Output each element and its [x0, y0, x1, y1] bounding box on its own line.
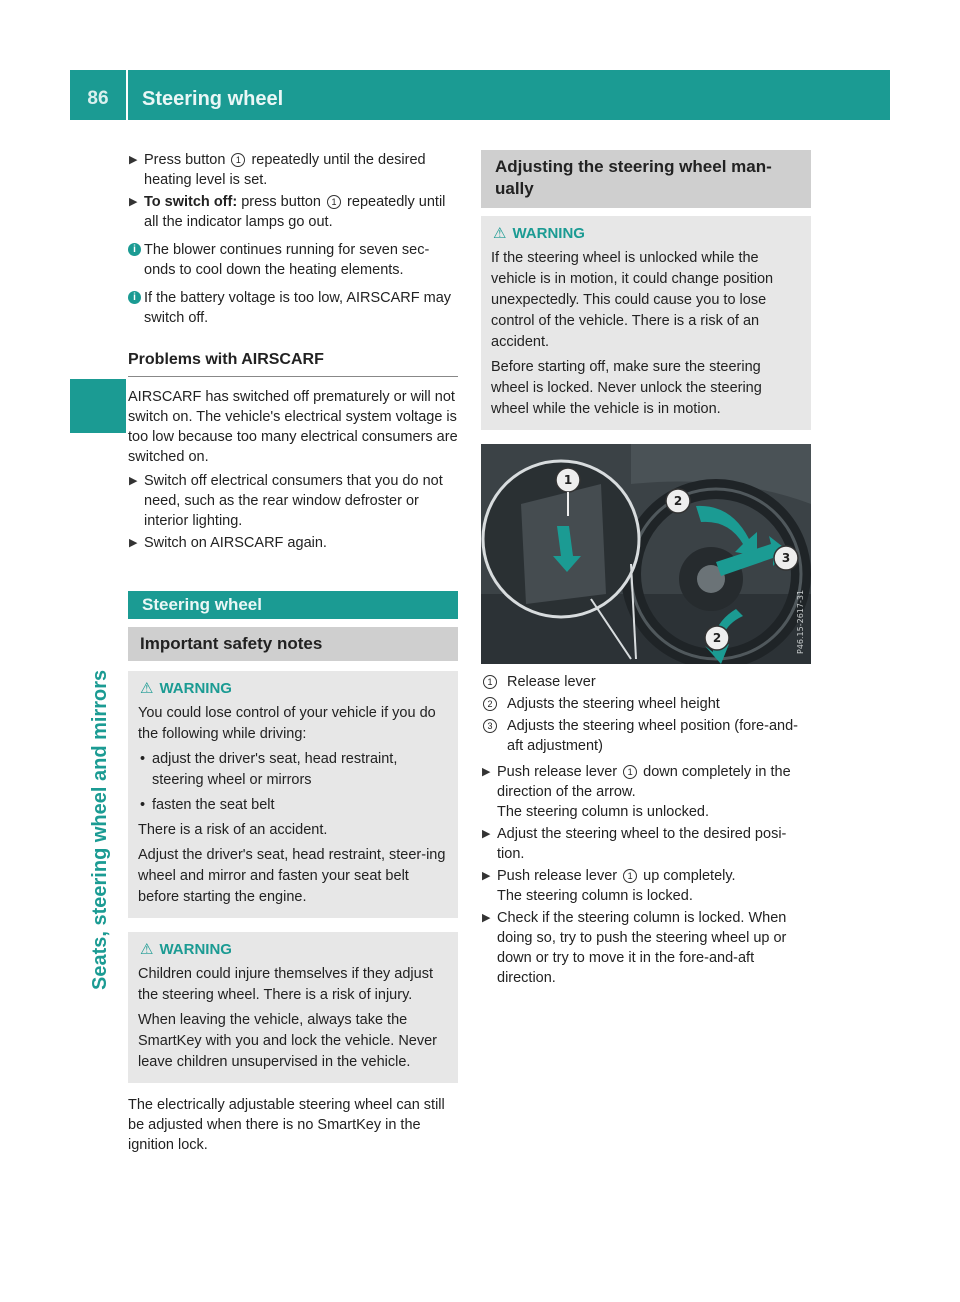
- warning-text: Adjust the driver's seat, head restraint, steer-ing wheel and mirror and fasten your seat belt before starting the engine.: [138, 847, 446, 905]
- photo-callout: 1: [563, 473, 573, 487]
- step-text: repeatedly until all the indicator lamps go out.: [144, 194, 446, 230]
- legend-text: Adjusts the steering wheel position (fore-and-aft adjustment): [507, 718, 798, 754]
- photo-callout: 2: [712, 631, 722, 645]
- left-column: [128, 150, 458, 1155]
- step-text: repeatedly until the desired heating level is set.: [144, 152, 426, 188]
- legend-text: Release lever: [507, 674, 596, 690]
- callout-number-icon: 1: [623, 765, 637, 779]
- section-tab: [70, 379, 126, 433]
- info-icon: i: [128, 291, 141, 304]
- warning-text: Children could injure themselves if they adjust the steering wheel. There is a risk of injury.: [138, 966, 433, 1003]
- callout-number-icon: 1: [231, 153, 245, 167]
- step-arrow-icon: ▶: [482, 870, 491, 882]
- warning-triangle-icon: ⚠: [140, 680, 154, 697]
- warning-title: [493, 224, 801, 244]
- warning-title: [140, 679, 448, 699]
- steering-wheel-photo: [481, 444, 811, 664]
- photo-callout: 3: [781, 551, 791, 565]
- warning-text: There is a risk of an accident.: [138, 822, 328, 838]
- instruction-step: [128, 192, 458, 232]
- legend-item: [481, 672, 811, 692]
- warning-text: You could lose control of your vehicle if you do the following while driving:: [138, 705, 436, 742]
- instruction-step: [481, 762, 811, 822]
- instruction-step: [481, 866, 811, 906]
- step-text: Check if the steering column is locked. When doing so, try to push the steering wheel up or down or try to move it in the fore-and-aft direction.: [497, 910, 787, 986]
- header-divider: [126, 70, 128, 120]
- warning-triangle-icon: ⚠: [493, 225, 507, 242]
- subsection-heading: Adjusting the steering wheel man-ually: [481, 150, 811, 208]
- step-arrow-icon: ▶: [482, 766, 491, 778]
- section-title: Seats, steering wheel and mirrors: [89, 669, 111, 990]
- instruction-step: [128, 150, 458, 190]
- warning-text: When leaving the vehicle, always take the SmartKey with you and lock the vehicle. Never leave children unsupervised in the vehicle.: [138, 1012, 437, 1070]
- subsection-heading: Important safety notes: [128, 627, 458, 661]
- step-arrow-icon: ▶: [129, 537, 138, 549]
- step-text: down completely in the direction of the arrow.: [497, 764, 791, 800]
- warning-title: [140, 940, 448, 960]
- instruction-step: [481, 824, 811, 864]
- photo-callout: 2: [673, 494, 683, 508]
- info-icon: i: [128, 243, 141, 256]
- page-number: 86: [87, 88, 109, 109]
- step-result: The steering column is locked.: [497, 888, 693, 904]
- warning-text: If the steering wheel is unlocked while the vehicle is in motion, it could change position unexpectedly. This could cause you to lose control of the vehicle. There is a risk of an accident.: [491, 250, 774, 350]
- warning-text: Before starting off, make sure the steering wheel is locked. Never unlock the steering wheel while the vehicle is in motion.: [491, 359, 762, 417]
- warning-box: [128, 932, 458, 1083]
- page-header: [70, 70, 890, 120]
- step-arrow-icon: ▶: [482, 912, 491, 924]
- header-title: Steering wheel: [142, 88, 284, 110]
- right-column: [481, 150, 811, 988]
- instruction-step: [481, 908, 811, 988]
- step-arrow-icon: ▶: [129, 154, 138, 166]
- warning-title-text: WARNING: [159, 680, 232, 697]
- warning-box: [128, 671, 458, 918]
- subheading: Problems with AIRSCARF: [128, 350, 458, 377]
- section-heading: Steering wheel: [128, 591, 458, 619]
- info-text: The blower continues running for seven sec-onds to cool down the heating elements.: [144, 242, 430, 278]
- step-arrow-icon: ▶: [129, 475, 138, 487]
- info-text: If the battery voltage is too low, AIRSCARF may switch off.: [144, 290, 452, 326]
- step-text: Push release lever: [497, 868, 622, 884]
- paragraph: AIRSCARF has switched off prematurely or will not switch on. The vehicle's electrical system voltage is too low because too many electrical consumers are switched on.: [128, 389, 458, 465]
- info-note: [128, 288, 458, 328]
- step-text: press button: [237, 194, 326, 210]
- step-text: Push release lever: [497, 764, 622, 780]
- callout-number-icon: 1: [623, 869, 637, 883]
- legend-text: Adjusts the steering wheel height: [507, 696, 720, 712]
- warning-title-text: WARNING: [512, 225, 585, 242]
- step-text: Adjust the steering wheel to the desired posi-tion.: [497, 826, 787, 862]
- callout-number-icon: 1: [327, 195, 341, 209]
- step-text: Switch off electrical consumers that you do not need, such as the rear window defroster or interior lighting.: [144, 473, 443, 529]
- warning-box: [481, 216, 811, 430]
- instruction-step: [128, 533, 458, 553]
- info-note: [128, 240, 458, 280]
- legend-item: [481, 694, 811, 714]
- step-text: Switch on AIRSCARF again.: [144, 535, 327, 551]
- step-label: To switch off:: [144, 194, 238, 210]
- list-item: • adjust the driver's seat, head restraint, steering wheel or mirrors: [138, 749, 448, 791]
- section-sidebar: [86, 430, 114, 990]
- list-item: • fasten the seat belt: [138, 795, 448, 816]
- warning-title-text: WARNING: [159, 941, 232, 958]
- instruction-step: [128, 471, 458, 531]
- step-text: Press button: [144, 152, 230, 168]
- warning-triangle-icon: ⚠: [140, 941, 154, 958]
- step-result: The steering column is unlocked.: [497, 804, 709, 820]
- step-text: up completely.: [639, 868, 736, 884]
- legend-item: [481, 716, 811, 756]
- step-arrow-icon: ▶: [129, 196, 138, 208]
- paragraph: The electrically adjustable steering wheel can still be adjusted when there is no SmartKey in the ignition lock.: [128, 1097, 445, 1153]
- legend: [481, 672, 811, 756]
- callout-number-icon: 2: [483, 697, 497, 711]
- callout-number-icon: 3: [483, 719, 497, 733]
- steering-wheel-illustration: [481, 444, 811, 664]
- step-arrow-icon: ▶: [482, 828, 491, 840]
- photo-code: P46.15-2617-31: [796, 589, 805, 654]
- callout-number-icon: 1: [483, 675, 497, 689]
